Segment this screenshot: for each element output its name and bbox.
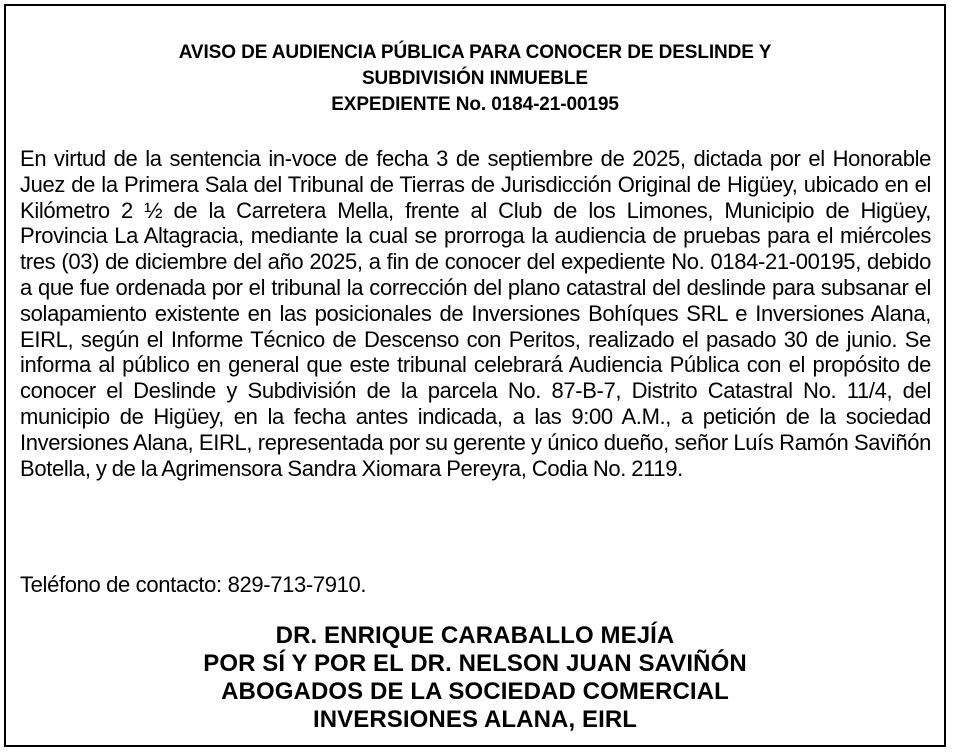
signature-line-4: INVERSIONES ALANA, EIRL (312, 706, 638, 733)
title-line-2: SUBDIVISIÓN INMUEBLE (361, 68, 589, 89)
legal-notice (4, 4, 946, 747)
signature-line-2: POR SÍ Y POR EL DR. NELSON JUAN SAVIÑÓN (203, 650, 747, 677)
case-number: EXPEDIENTE No. 0184-21-00195 (331, 94, 619, 115)
title-line-1: AVISO DE AUDIENCIA PÚBLICA PARA CONOCER DE DESLINDE Y (178, 42, 772, 63)
contact-phone: Teléfono de contacto: 829-713-7910. (20, 572, 367, 597)
signature-block (16, 622, 934, 734)
notice-body: En virtud de la sentencia in-voce de fecha 3 de septiembre de 2025, dictada por el Honorable Juez de la Primera Sala del Tribunal de Tierras de Jurisdicción Original de Higüey, ubicado en el Kilómetro 2 ½ de la Carretera Mella, frente al Club de los Limones, Municipio de Higüey, Provincia La Altagracia, mediante la cual se prorroga la audiencia de pruebas para el miércoles tres (03) de diciembre del año 2025, a fin de conocer del expediente No. 0184-21-00195, debido a que fue ordenada por el tribunal la corrección del plano catastral del deslinde para subsanar el solapamiento existente en las posicionales de Inversiones Bohíques SRL e Inversiones Alana, EIRL, según el Informe Técnico de Descenso con Peritos, realizado el pasado 30 de junio. Se informa al público en general que este tribunal celebrará Audiencia Pública con el propósito de conocer el Deslinde y Subdivisión de la parcela No. 87-B-7, Distrito Catastral No. 11/4, del municipio de Higüey, en la fecha antes indicada, a las 9:00 A.M., a petición de la sociedad Inversiones Alana, EIRL, representada por su gerente y único dueño, señor Luís Ramón Saviñón Botella, y de la Agrimensora Sandra Xiomara Pereyra, Codia No. 2119. (20, 146, 931, 481)
signature-line-1: DR. ENRIQUE CARABALLO MEJÍA (275, 622, 675, 649)
signature-line-3: ABOGADOS DE LA SOCIEDAD COMERCIAL (221, 678, 729, 705)
notice-title (16, 40, 934, 118)
